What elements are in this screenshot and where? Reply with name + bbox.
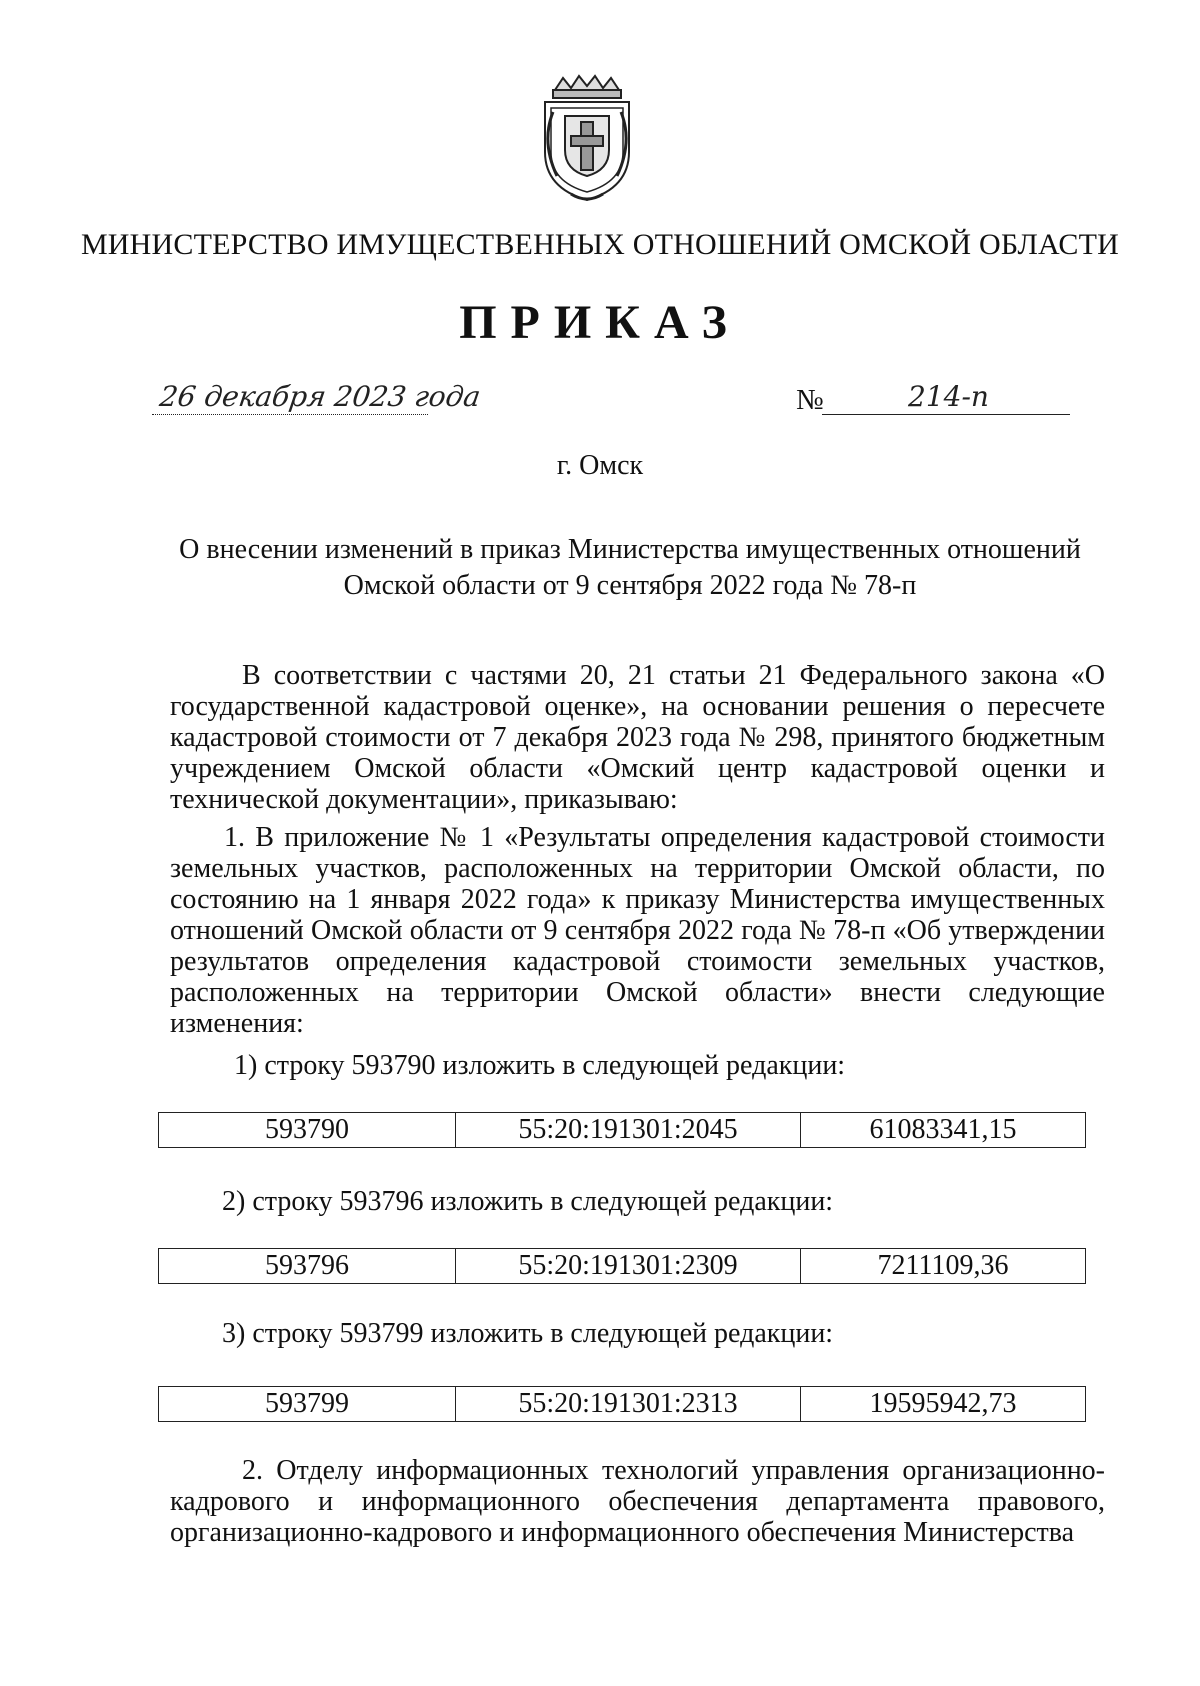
cadastral-number-cell: 55:20:191301:2045 (456, 1113, 801, 1148)
handwritten-number: 214-п (908, 380, 989, 413)
table-row (159, 1387, 1086, 1422)
date-underline (152, 414, 428, 415)
cadastral-value-cell: 7211109,36 (801, 1249, 1086, 1284)
ministry-name: МИНИСТЕРСТВО ИМУЩЕСТВЕННЫХ ОТНОШЕНИЙ ОМСКОЙ ОБЛАСТИ (80, 228, 1120, 261)
row-number-cell: 593799 (159, 1387, 456, 1422)
preamble-paragraph: В соответствии с частями 20, 21 статьи 21 Федерального закона «О государственной кадастровой оценке», на основании решения о пересчете кадастровой стоимости от 7 декабря 2023 года № 298, принятого бюджетным учреждением Омской области «Омский центр кадастровой оценки и технической документации», приказываю: (170, 660, 1105, 815)
cadastral-value-cell: 19595942,73 (801, 1387, 1086, 1422)
city: г. Омск (556, 450, 644, 481)
row-number-cell: 593796 (159, 1249, 456, 1284)
sub-item-3: 3) строку 593799 изложить в следующей редакции: (222, 1318, 834, 1349)
record-row-table-3 (158, 1386, 1086, 1422)
order-subject (150, 532, 1110, 604)
table-row (159, 1249, 1086, 1284)
record-row-table-1 (158, 1112, 1086, 1148)
cadastral-value-cell: 61083341,15 (801, 1113, 1086, 1148)
sub-item-2: 2) строку 593796 изложить в следующей редакции: (222, 1186, 834, 1217)
sub-item-1: 1) строку 593790 изложить в следующей редакции: (234, 1050, 846, 1081)
handwritten-date: 26 декабря 2023 года (157, 380, 483, 413)
document-type: ПРИКАЗ (459, 296, 741, 349)
subject-line-1: О внесении изменений в приказ Министерства имущественных отношений (179, 534, 1081, 565)
record-row-table-2 (158, 1248, 1086, 1284)
number-label: № (796, 384, 824, 416)
cadastral-number-cell: 55:20:191301:2309 (456, 1249, 801, 1284)
number-underline (822, 414, 1070, 415)
subject-line-2: Омской области от 9 сентября 2022 года № 78-п (343, 570, 917, 601)
item-1-paragraph: 1. В приложение № 1 «Результаты определения кадастровой стоимости земельных участков, расположенных на территории Омской области, по состоянию на 1 января 2022 года» к приказу Министерства имущественных отношений Омской области от 9 сентября 2022 года № 78-п «Об утверждении результатов определения кадастровой стоимости земельных участков, расположенных на территории Омской области» внести следующие изменения: (170, 822, 1105, 1039)
item-2-paragraph: 2. Отделу информационных технологий управления организационно-кадрового и информационного обеспечения департамента правового, организационно-кадрового и информационного обеспечения Министерства (170, 1455, 1105, 1548)
omsk-region-coat-of-arms (535, 72, 639, 204)
cadastral-number-cell: 55:20:191301:2313 (456, 1387, 801, 1422)
row-number-cell: 593790 (159, 1113, 456, 1148)
table-row (159, 1113, 1086, 1148)
